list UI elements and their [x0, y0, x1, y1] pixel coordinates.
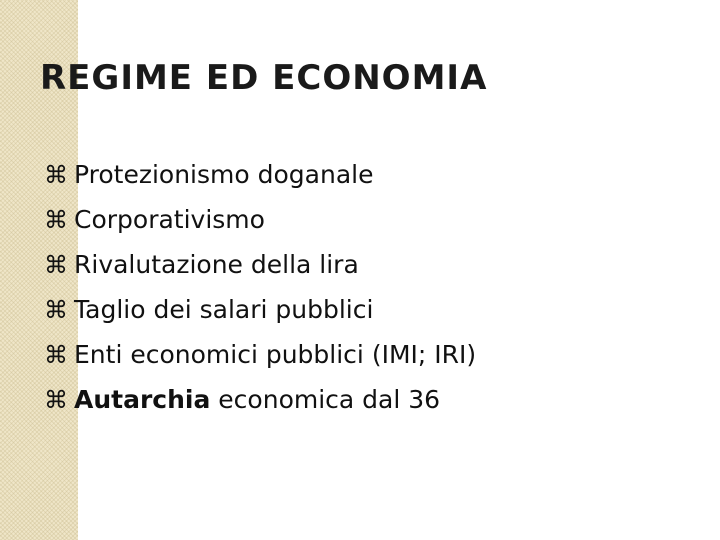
bullet-icon: ⌘	[44, 251, 68, 279]
bullet-item	[44, 332, 476, 377]
bullet-text: Rivalutazione della lira	[74, 250, 359, 279]
bullet-icon: ⌘	[44, 386, 68, 414]
bullet-text: Corporativismo	[74, 205, 265, 234]
bullet-item	[44, 242, 476, 287]
bullet-list	[44, 152, 476, 422]
bullet-icon: ⌘	[44, 341, 68, 369]
bullet-text: Protezionismo doganale	[74, 160, 374, 189]
bullet-icon: ⌘	[44, 206, 68, 234]
bullet-icon: ⌘	[44, 296, 68, 324]
bullet-item	[44, 377, 476, 422]
bullet-text: Taglio dei salari pubblici	[74, 295, 374, 324]
bullet-text-bold: Autarchia	[74, 385, 211, 414]
bullet-item	[44, 152, 476, 197]
slide-title: REGIME ED ECONOMIA	[40, 58, 488, 98]
bullet-icon: ⌘	[44, 161, 68, 189]
bullet-text: Enti economici pubblici (IMI; IRI)	[74, 340, 477, 369]
bullet-item	[44, 197, 476, 242]
bullet-text: economica dal 36	[210, 385, 441, 414]
bullet-item	[44, 287, 476, 332]
